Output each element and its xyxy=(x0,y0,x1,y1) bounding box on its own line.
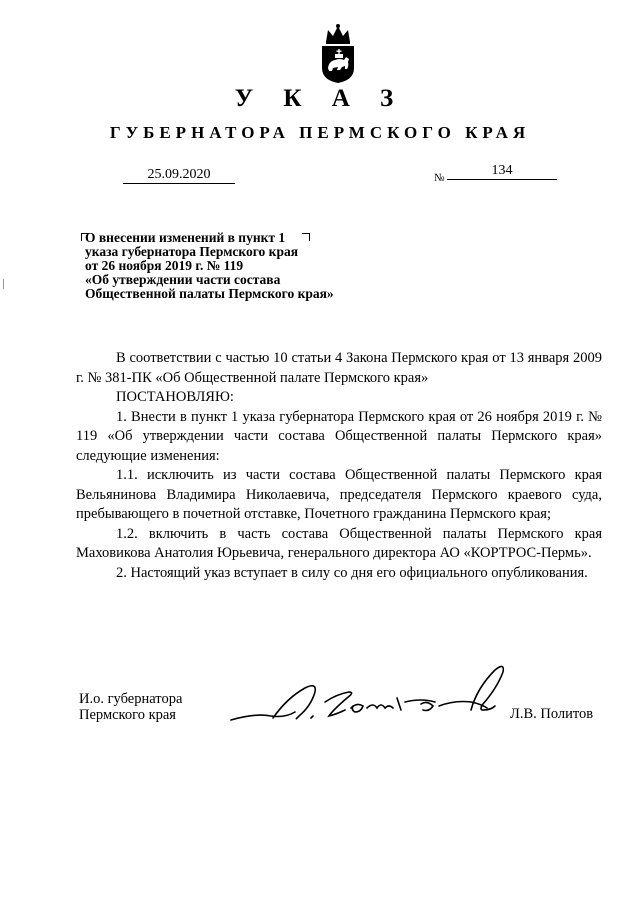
signatory-name: Л.В. Политов xyxy=(510,706,594,722)
paragraph-item-1-2: 1.2. включить в часть состава Общественной палаты Пермского края Маховикова Анатолия Юрьевича, генерального директора АО «КОРТРОС-Пермь». xyxy=(76,525,602,561)
signatory-role-line: И.о. губернатора xyxy=(79,691,183,707)
heading-line: указа губернатора Пермского края xyxy=(85,244,299,259)
coat-of-arms-icon xyxy=(318,22,358,84)
heading-line: от 26 ноября 2019 г. № 119 xyxy=(85,258,244,273)
signature-icon xyxy=(225,658,515,730)
document-subtitle: ГУБЕРНАТОРА ПЕРМСКОГО КРАЯ xyxy=(109,123,531,142)
number-label: № xyxy=(434,172,445,184)
paragraph-basis: В соответствии с частью 10 статьи 4 Закона Пермского края от 13 января 2009 г. № 381-ПК «Об Общественной палате Пермского края» xyxy=(76,350,602,386)
document-heading xyxy=(85,231,334,301)
heading-line: О внесении изменений в пункт 1 xyxy=(85,230,286,245)
paragraph-decree: ПОСТАНОВЛЯЮ: xyxy=(116,389,234,405)
document-title: У К А З xyxy=(234,85,406,112)
paragraph-item-1-1: 1.1. исключить из части состава Общественной палаты Пермского края Вельянинова Владимира Николаевича, председателя Пермского краевого суда, пребывающего в почетной отставке, Почетного гражданина Пермского края; xyxy=(76,467,602,522)
paragraph-item-1: 1. Внести в пункт 1 указа губернатора Пермского края от 26 ноября 2019 г. № 119 «Об утверждении части состава Общественной палаты Пермского края» следующие изменения: xyxy=(76,408,602,464)
document-body xyxy=(76,349,602,583)
heading-line: Общественной палаты Пермского края» xyxy=(85,286,334,301)
paragraph-item-2: 2. Настоящий указ вступает в силу со дня его официального опубликования. xyxy=(116,564,588,581)
signatory-role xyxy=(79,691,182,723)
scan-mark xyxy=(3,279,4,289)
document-number: 134 xyxy=(447,163,557,180)
document-date: 25.09.2020 xyxy=(123,167,235,184)
signatory-role-line: Пермского края xyxy=(79,707,176,723)
heading-line: «Об утверждении части состава xyxy=(85,272,281,287)
